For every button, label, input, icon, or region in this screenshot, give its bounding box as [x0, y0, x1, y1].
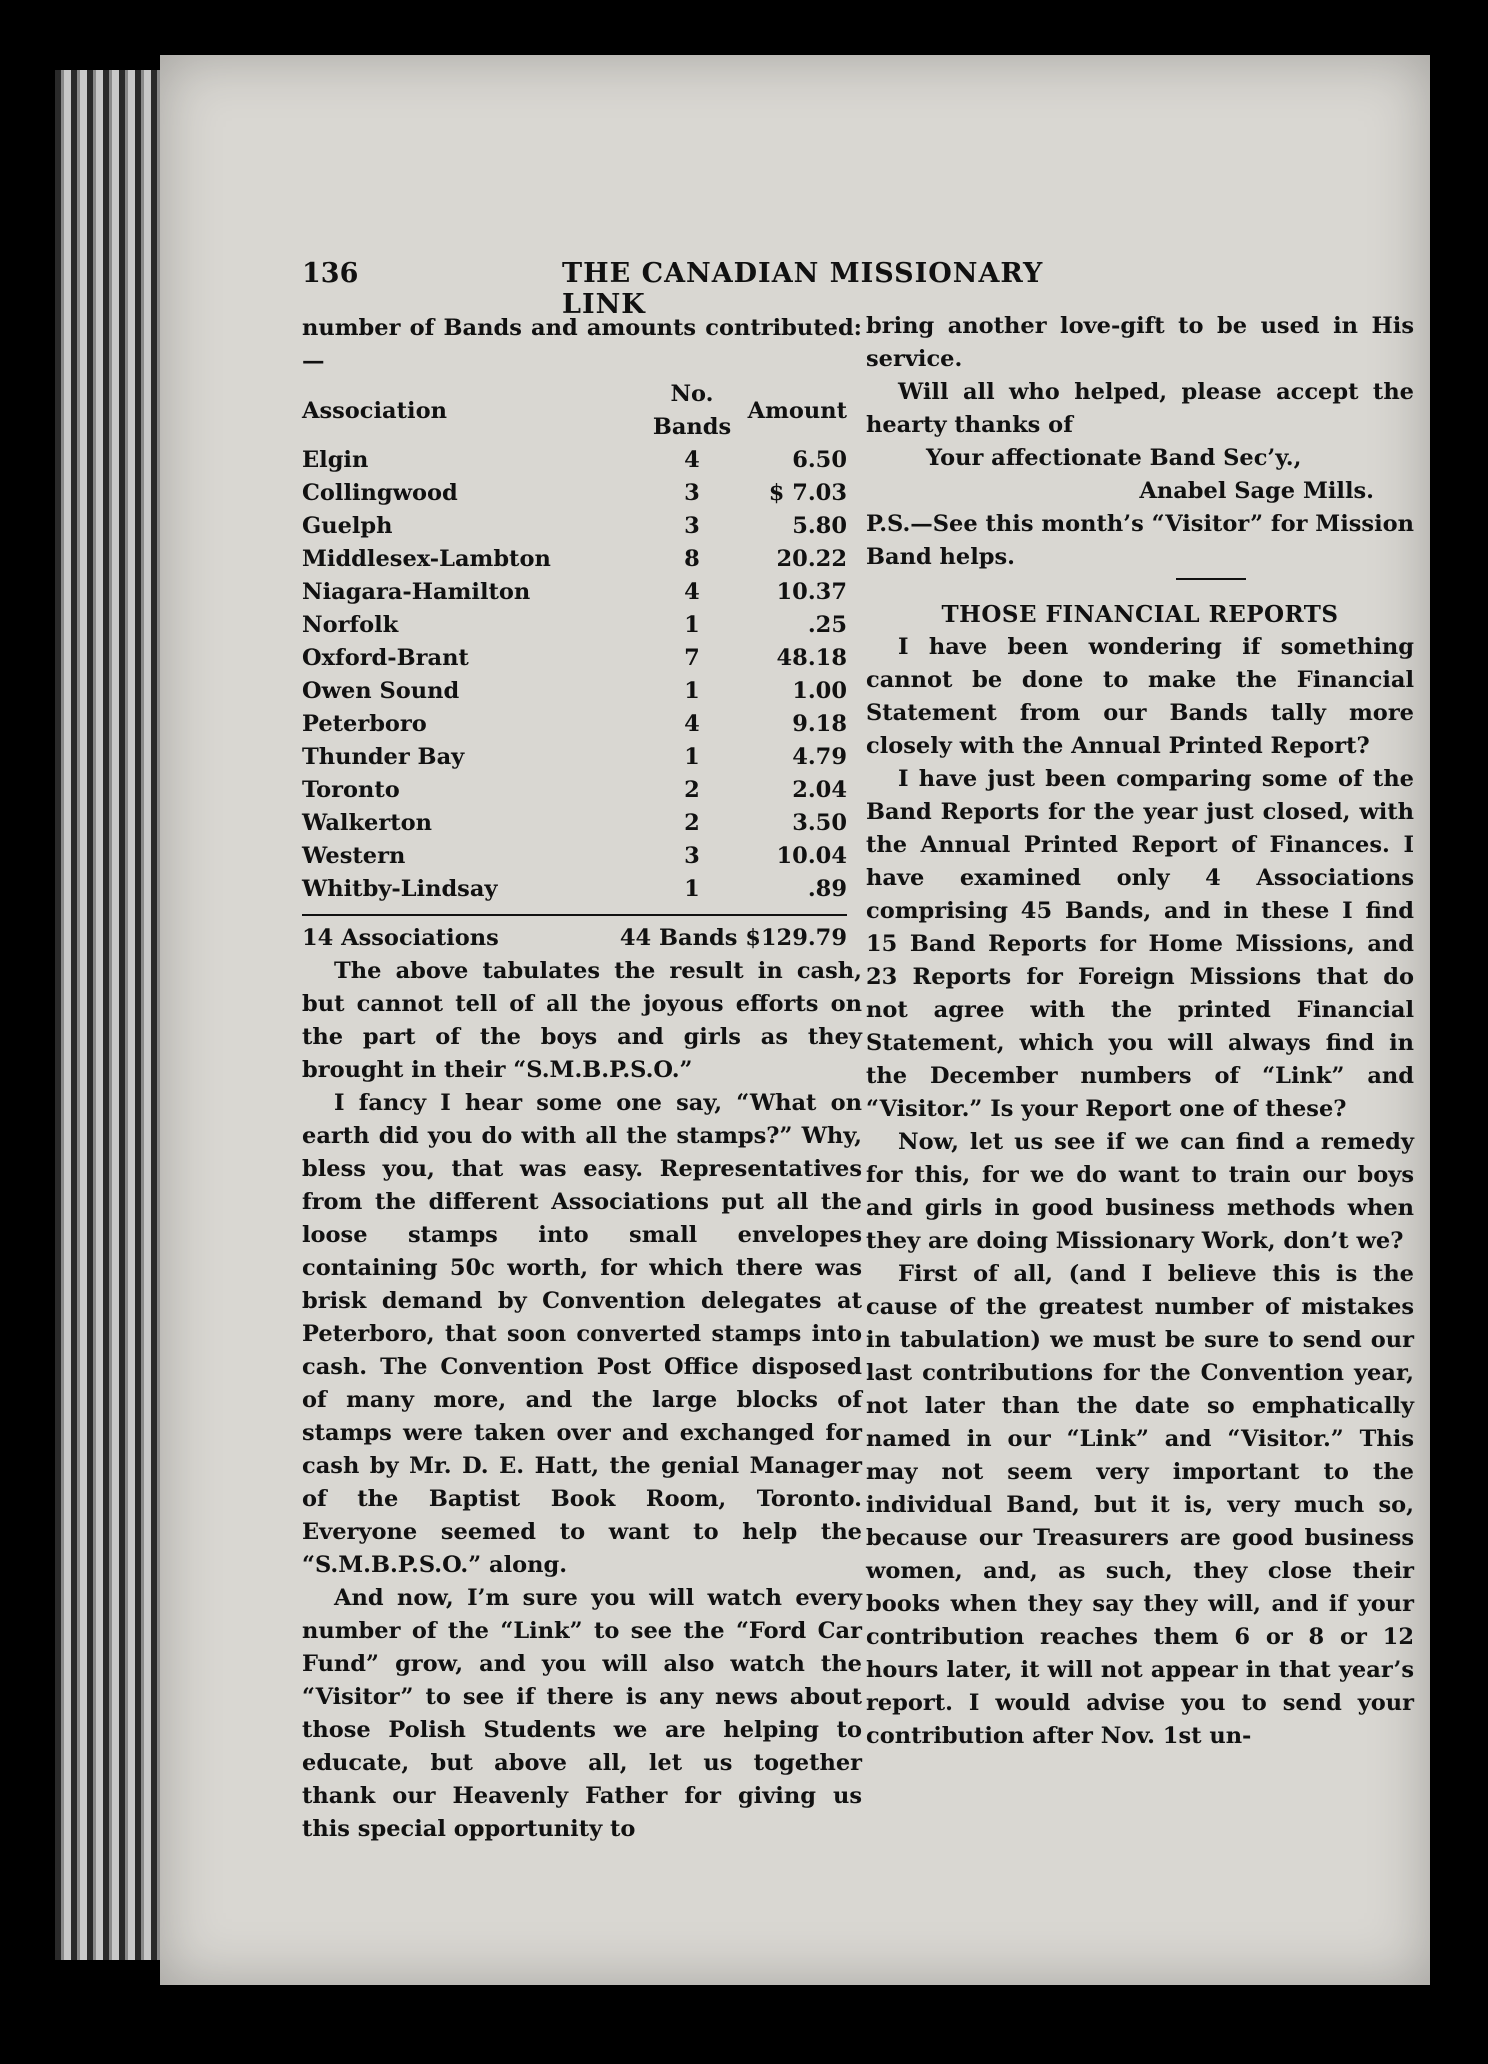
association-name: Guelph	[302, 513, 393, 539]
amount: 3.50	[792, 810, 847, 836]
table-row	[302, 708, 847, 741]
band-count: 1	[684, 612, 700, 638]
right-column	[866, 310, 1414, 1753]
paragraph: I fancy I hear some one say, “What on earth did you do with all the stamps?” Why, bless you, that was easy. Representatives from the different Associations put all the loose stamps into small envelopes containing 50c worth, for which there was brisk demand by Convention delegates at Peterboro, that soon converted stamps into cash. The Convention Post Office disposed of many more, and the large blocks of stamps were taken over and exchanged for cash by Mr. D. E. Hatt, the genial Manager of the Baptist Book Room, Toronto. Everyone seemed to want to help the “S.M.B.P.S.O.” along.	[302, 1090, 862, 1578]
band-count: 3	[684, 843, 700, 869]
page-number: 136	[302, 258, 359, 289]
table-row	[302, 807, 847, 840]
left-column	[302, 312, 862, 1846]
band-count: 1	[684, 744, 700, 770]
signoff: Your affectionate Band Sec’y.,	[926, 445, 1302, 471]
table-total-row	[302, 922, 847, 955]
paragraph: Now, let us see if we can find a remedy for this, for we do want to train our boys and girls in good business methods when they are doing Missionary Work, don’t we?	[866, 1129, 1414, 1254]
table-row	[302, 675, 847, 708]
band-count: 4	[684, 711, 700, 737]
table-row	[302, 576, 847, 609]
band-count: 4	[684, 579, 700, 605]
magazine-title: THE CANADIAN MISSIONARY LINK	[562, 258, 1044, 320]
paragraph: And now, I’m sure you will watch every number of the “Link” to see the “Ford Car Fund” grow, and you will also watch the “Visitor” to see if there is any news about those Polish Students we are helping to educate, but above all, let us together thank our Heavenly Father for giving us this special opportunity to	[302, 1585, 862, 1842]
signature: Anabel Sage Mills.	[1139, 478, 1374, 504]
paragraph: Will all who helped, please accept the hearty thanks of	[866, 379, 1414, 438]
amount: .89	[807, 876, 847, 902]
amount: 20.22	[776, 546, 847, 572]
table-total-rule	[302, 914, 847, 916]
amount: .25	[807, 612, 847, 638]
association-name: Peterboro	[302, 711, 427, 737]
amount: 10.37	[776, 579, 847, 605]
band-count: 4	[684, 447, 700, 473]
total-label: 14 Associations	[302, 925, 499, 951]
band-count: 2	[684, 777, 700, 803]
band-count: 3	[684, 513, 700, 539]
association-name: Thunder Bay	[302, 744, 465, 770]
paragraph: The above tabulates the result in cash, but cannot tell of all the joyous efforts on the part of the boys and girls as they brought in their “S.M.B.P.S.O.”	[302, 958, 862, 1083]
table-row	[302, 609, 847, 642]
header-no-bands: No. Bands	[652, 381, 732, 440]
band-count: 7	[684, 645, 700, 671]
amount: 48.18	[776, 645, 847, 671]
paragraph: First of all, (and I believe this is the cause of the greatest number of mistakes in tabulation) we must be sure to send our last contributions for the Convention year, not later than the date so emphatically named in our “Link” and “Visitor.” This may not seem very important to the individual Band, but it is, very much so, because our Treasurers are good business women, and, as such, they close their books when they say they will, and if your contribution reaches them 6 or 8 or 12 hours later, it will not appear in that year’s report. I would advise you to send your contribution after Nov. 1st un-	[866, 1261, 1414, 1749]
association-name: Middlesex-Lambton	[302, 546, 551, 572]
association-name: Whitby-Lindsay	[302, 876, 498, 902]
table-intro: number of Bands and amounts contributed:—	[302, 315, 862, 374]
section-title: THOSE FINANCIAL REPORTS	[941, 601, 1339, 628]
amount: 5.80	[792, 513, 847, 539]
band-count: 8	[684, 546, 700, 572]
amount: 2.04	[792, 777, 847, 803]
bands-table	[302, 378, 847, 906]
table-row	[302, 444, 847, 477]
header-association: Association	[302, 397, 447, 424]
band-count: 1	[684, 876, 700, 902]
paragraph: bring another love-gift to be used in His service.	[866, 313, 1414, 372]
association-name: Norfolk	[302, 612, 399, 638]
table-row	[302, 741, 847, 774]
amount: 1.00	[792, 678, 847, 704]
association-name: Toronto	[302, 777, 400, 803]
amount: 6.50	[792, 447, 847, 473]
association-name: Oxford-Brant	[302, 645, 469, 671]
association-name: Owen Sound	[302, 678, 460, 704]
paragraph: I have just been comparing some of the Band Reports for the year just closed, with the Annual Printed Report of Finances. I have examined only 4 Associations comprising 45 Bands, and in these I find 15 Band Reports for Home Missions, and 23 Reports for Foreign Missions that do not agree with the printed Financial Statement, which you will always find in the December numbers of “Link” and “Visitor.” Is your Report one of these?	[866, 766, 1414, 1122]
table-row	[302, 510, 847, 543]
table-header-row	[302, 378, 847, 444]
table-row	[302, 543, 847, 576]
total-value: 44 Bands $129.79	[619, 925, 847, 951]
band-count: 1	[684, 678, 700, 704]
table-row	[302, 840, 847, 873]
band-count: 3	[684, 480, 700, 506]
association-name: Niagara-Hamilton	[302, 579, 531, 605]
postscript: P.S.—See this month’s “Visitor” for Mission Band helps.	[866, 511, 1414, 570]
book-page-edges	[55, 70, 165, 1960]
association-name: Walkerton	[302, 810, 432, 836]
amount: 4.79	[792, 744, 847, 770]
amount: $ 7.03	[768, 480, 847, 506]
section-divider	[1176, 578, 1246, 580]
table-row	[302, 642, 847, 675]
amount: 9.18	[792, 711, 847, 737]
header-amount: Amount	[747, 397, 847, 424]
page-header	[302, 258, 1122, 320]
amount: 10.04	[776, 843, 847, 869]
band-count: 2	[684, 810, 700, 836]
table-row	[302, 477, 847, 510]
association-name: Elgin	[302, 447, 369, 473]
table-row	[302, 774, 847, 807]
association-name: Collingwood	[302, 480, 458, 506]
paragraph: I have been wondering if something cannot be done to make the Financial Statement from our Bands tally more closely with the Annual Printed Report?	[866, 634, 1414, 759]
table-row	[302, 873, 847, 906]
association-name: Western	[302, 843, 406, 869]
